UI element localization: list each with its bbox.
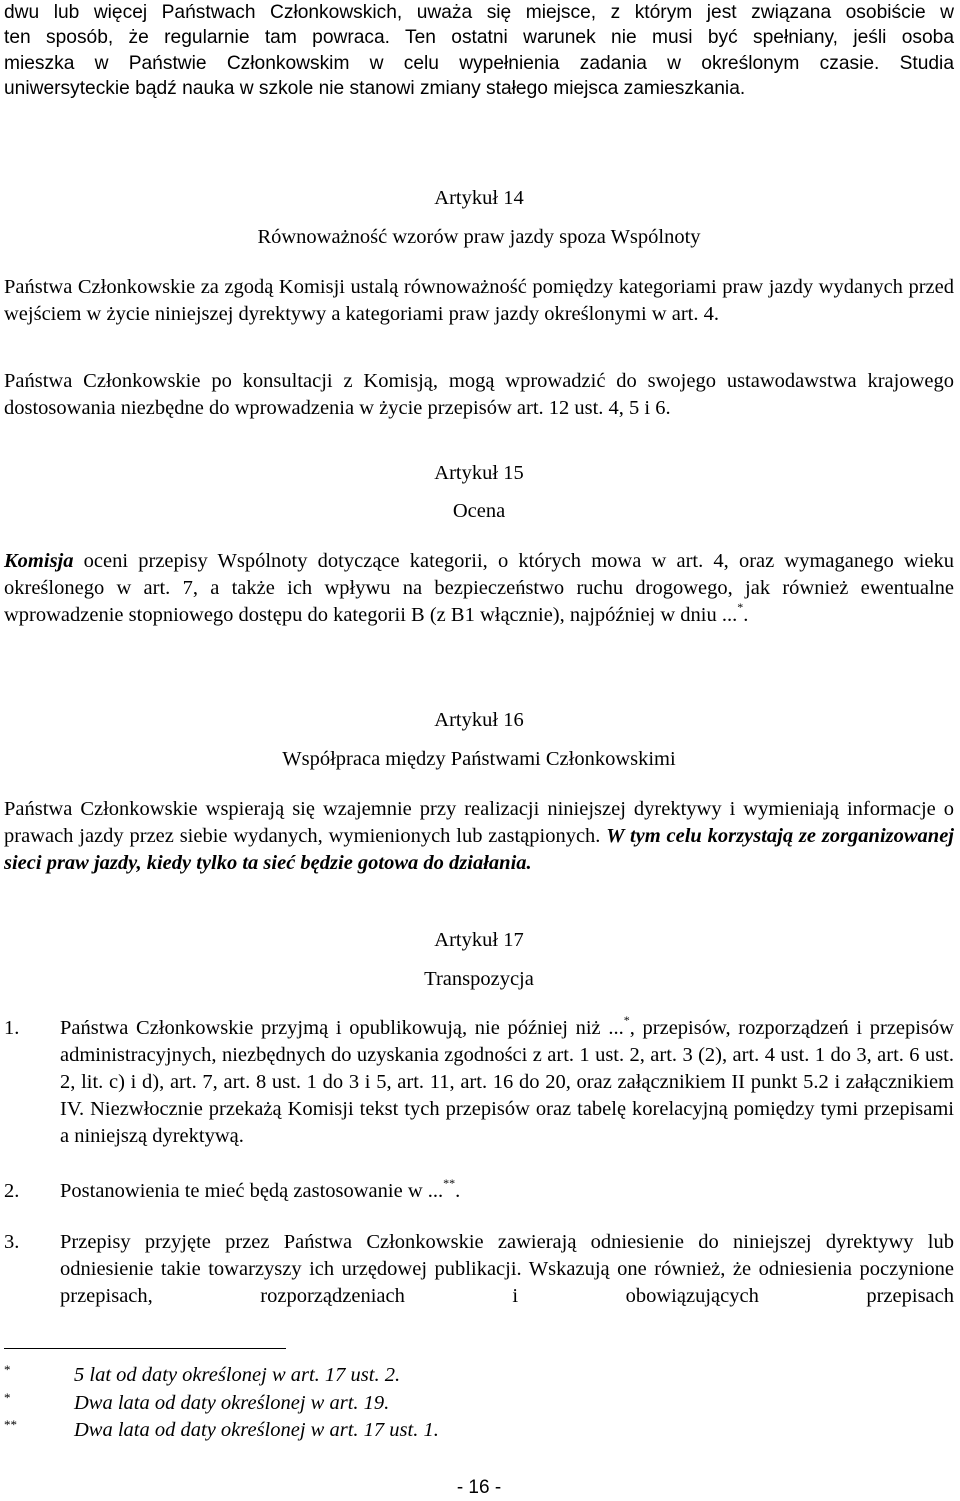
list-item-text <box>60 1229 954 1310</box>
article-15-text <box>4 548 954 629</box>
list-item-text-pre: Państwa Członkowskie przyjmą i opublikowują, nie później niż ... <box>60 1017 624 1039</box>
article-14-paragraph-2 <box>4 368 954 422</box>
footnote <box>4 1417 954 1444</box>
article-15-text-body: oceni przepisy Wspólnoty dotyczące kategorii, o których mowa w art. 4, oraz wymaganego wieku określonego w art. 7, a także ich wpływu na bezpieczeństwo ruchu drogowego, jak również ewentualne wprowadzenie stopniowego dostępu do kategorii B (z B1 włącznie), najpóźniej w dniu ... <box>4 550 954 626</box>
list-item-number: 2. <box>4 1180 20 1202</box>
footnote-ref: * <box>623 1013 630 1028</box>
list-item-text-post: , przepisów, rozporządzeń i przepisów administracyjnych, niezbędnych do uzyskania zgodności z art. 1 ust. 2, art. 3 (2), art. 4 ust. 1 do 3, art. 6 ust. 2, lit. c) i d), art. 7, art. 8 ust. 1 do 3 i 5, art. 11, art. 16 do 20, oraz załącznikiem II punkt 5.2 i załącznikiem IV. Niezwłocznie przekażą Komisji tekst tych przepisów oraz tabelę korelacyjną pomiędzy tymi przepisami a niniejszą dyrektywą. <box>60 1017 954 1147</box>
article-15-title: Ocena <box>452 500 506 522</box>
intro-line: mieszka w Państwie Członkowskim w celu wypełnienia zadania w określonym czasie. Studia <box>4 52 954 74</box>
intro-line: ten sposób, że regularnie tam powraca. Ten ostatni warunek nie musi być spełniany, jeśli osoba <box>4 27 954 49</box>
footnote <box>4 1390 954 1417</box>
article-16-text-emphasis: W tym celu korzystają ze zorganizowanej sieci praw jazdy, kiedy tylko ta sieć będzie gotowa do działania. <box>4 825 954 874</box>
article-16-paragraph <box>4 796 954 877</box>
article-16-text <box>4 796 954 877</box>
footnote-ref: * <box>737 600 744 615</box>
footnote-text: Dwa lata od daty określonej w art. 17 ust. 1. <box>74 1419 439 1441</box>
footnote-ref: ** <box>443 1176 456 1191</box>
article-14-paragraph-1 <box>4 274 954 328</box>
article-14-heading: Artykuł 14 <box>434 187 524 209</box>
footnote-mark: * <box>4 1390 11 1405</box>
list-item-text <box>60 1178 954 1205</box>
list-item <box>4 1015 954 1150</box>
intro-line: uniwersyteckie bądź nauka w szkole nie stanowi zmiany stałego miejsca zamieszkania. <box>4 77 746 99</box>
intro-paragraph <box>4 0 954 101</box>
footnote-text: 5 lat od daty określonej w art. 17 ust. 2. <box>74 1364 401 1386</box>
footnote-mark: ** <box>4 1417 17 1432</box>
article-16-text-plain: Państwa Członkowskie wspierają się wzajemnie przy realizacji niniejszej dyrektywy i wymieniają informacje o prawach jazdy przez siebie wydanych, wymienionych lub zastąpionych. <box>4 798 954 847</box>
footnote-text: Dwa lata od daty określonej w art. 19. <box>74 1392 390 1414</box>
list-item-text <box>60 1015 954 1150</box>
footnote-mark: * <box>4 1362 11 1377</box>
intro-line: dwu lub więcej Państwach Członkowskich, uważa się miejsce, z którym jest związana osobiście w <box>4 2 954 23</box>
list-item <box>4 1229 954 1310</box>
article-14-text-1: Państwa Członkowskie za zgodą Komisji ustalą równoważność pomiędzy kategoriami praw jazdy wydanych przed wejściem w życie niniejszej dyrektywy a kategoriami praw jazdy określonymi w art. 4. <box>4 276 954 325</box>
list-item-text-pre: Przepisy przyjęte przez Państwa Członkowskie zawierają odniesienie do niniejszej dyrektywy lub odniesienie takie towarzyszy ich urzędowej publikacji. Wskazują one również, że odniesienia poczynione przepisach, rozporządzeniach i obowiązujących przepisach <box>60 1231 954 1307</box>
article-15-paragraph <box>4 548 954 629</box>
footnote <box>4 1362 954 1389</box>
article-15-text-end: . <box>743 604 749 626</box>
list-item-number: 1. <box>4 1017 20 1039</box>
article-14-text-2: Państwa Członkowskie po konsultacji z Komisją, mogą wprowadzić do swojego ustawodawstwa krajowego dostosowania niezbędne do wprowadzenia w życie przepisów art. 12 ust. 4, 5 i 6. <box>4 370 954 419</box>
article-14-title: Równoważność wzorów praw jazdy spoza Wspólnoty <box>257 226 701 248</box>
list-item-text-pre: Postanowienia te mieć będą zastosowanie w ... <box>60 1180 444 1202</box>
article-17-title: Transpozycja <box>424 968 534 990</box>
article-15-heading: Artykuł 15 <box>434 462 524 484</box>
emphasis-komisja: Komisja <box>4 550 74 572</box>
article-16-title: Współpraca między Państwami Członkowskimi <box>282 748 676 770</box>
article-17-heading: Artykuł 17 <box>434 929 524 951</box>
page-number: - 16 - <box>456 1477 502 1498</box>
list-item-text-post: . <box>455 1180 461 1202</box>
article-16-heading: Artykuł 16 <box>434 709 524 731</box>
footnote-separator <box>4 1348 286 1349</box>
list-item-number: 3. <box>4 1231 20 1253</box>
list-item <box>4 1178 954 1205</box>
